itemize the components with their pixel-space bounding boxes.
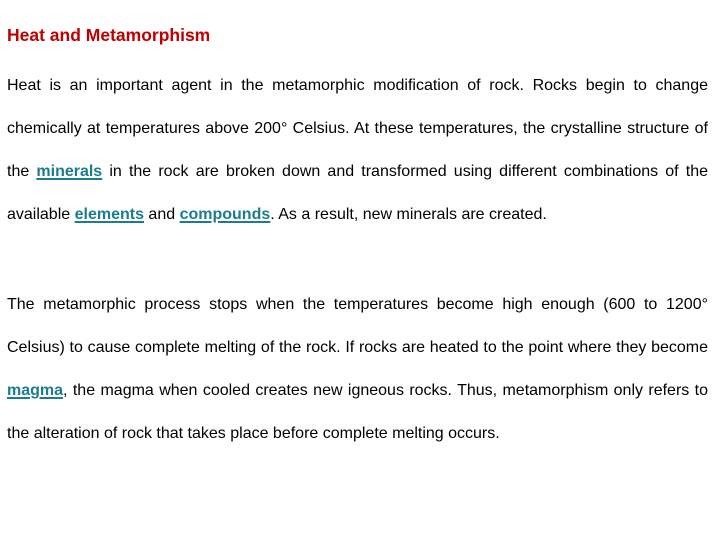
paragraph-text: Heat is an important agent in the metamorphic modification of rock. Rocks begin to change chemically at temperatures above 200° Celsius. At these temperatures, the crystalline structure of the — [7, 77, 708, 180]
link-elements[interactable]: elements — [74, 206, 144, 223]
slide — [7, 0, 708, 540]
paragraph-melting — [7, 283, 708, 455]
paragraph-heat-agent — [7, 64, 708, 236]
link-magma[interactable]: magma — [7, 382, 64, 399]
link-compounds[interactable]: compounds — [179, 206, 271, 223]
page-title: Heat and Metamorphism — [7, 25, 211, 45]
paragraph-text: and — [143, 206, 180, 223]
paragraph-text: . As a result, new minerals are created. — [270, 206, 547, 223]
paragraph-text: , the magma when cooled creates new igneous rocks. Thus, metamorphism only refers to the alteration of rock that takes place before complete melting occurs. — [7, 382, 708, 442]
paragraph-text: in the rock are broken down and transformed using different combinations of the available — [7, 163, 709, 223]
paragraph-text: The metamorphic process stops when the temperatures become high enough (600 to 1200° Celsius) to cause complete melting of the rock. If rocks are heated to the point where they become — [7, 296, 708, 356]
link-minerals[interactable]: minerals — [36, 163, 103, 180]
